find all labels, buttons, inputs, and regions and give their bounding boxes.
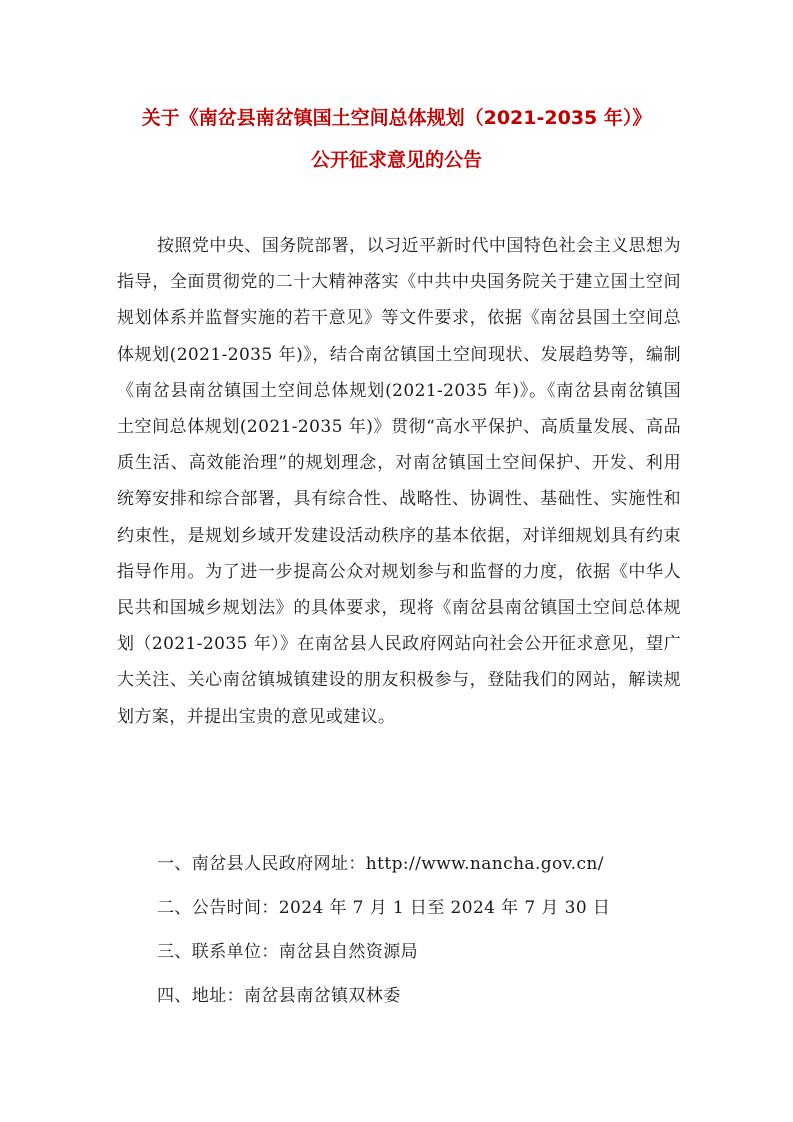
contact-unit-item: 三、联系单位：南岔县自然资源局 [157, 942, 418, 962]
announcement-title-line1: 关于《南岔县南岔镇国土空间总体规划（2021-2035 年）》 [141, 107, 652, 129]
announcement-title-line2: 公开征求意见的公告 [310, 149, 482, 171]
address-item: 四、地址：南岔县南岔镇双林委 [157, 986, 401, 1006]
announcement-body-paragraph: 按照党中央、国务院部署，以习近平新时代中国特色社会主义思想为指导，全面贯彻党的二十大精神落实《中共中央国务院关于建立国土空间规划体系并监督实施的若干意见》等文件要求，依据《南岔县国土空间总体规划(2021-2035 年)》，结合南岔镇国土空间现状、发展趋势等，编制《南岔县南岔镇国土空间总体规划(2021-2035 年)》。《南岔县南岔镇国土空间总体规划(2021-2035 年)》贯彻“高水平保护、高质量发展、高品质生活、高效能治理”的规划理念，对南岔镇国土空间保护、开发、利用统筹安排和综合部署，具有综合性、战略性、协调性、基础性、实施性和约束性，是规划乡域开发建设活动秩序的基本依据，对详细规划具有约束指导作用。为了进一步提高公众对规划参与和监督的力度，依据《中华人民共和国城乡规划法》的具体要求，现将《南岔县南岔镇国土空间总体规划（2021-2035 年）》在南岔县人民政府网站向社会公开征求意见，望广大关注、关心南岔镇城镇建设的朋友积极参与，登陆我们的网站，解读规划方案，并提出宝贵的意见或建议。 [117, 236, 681, 727]
announcement-info-list [117, 846, 681, 1022]
website-item: 一、南岔县人民政府网址：http://www.nancha.gov.cn/ [157, 854, 604, 874]
notice-period-item: 二、公告时间：2024 年 7 月 1 日至 2024 年 7 月 30 日 [157, 898, 611, 918]
